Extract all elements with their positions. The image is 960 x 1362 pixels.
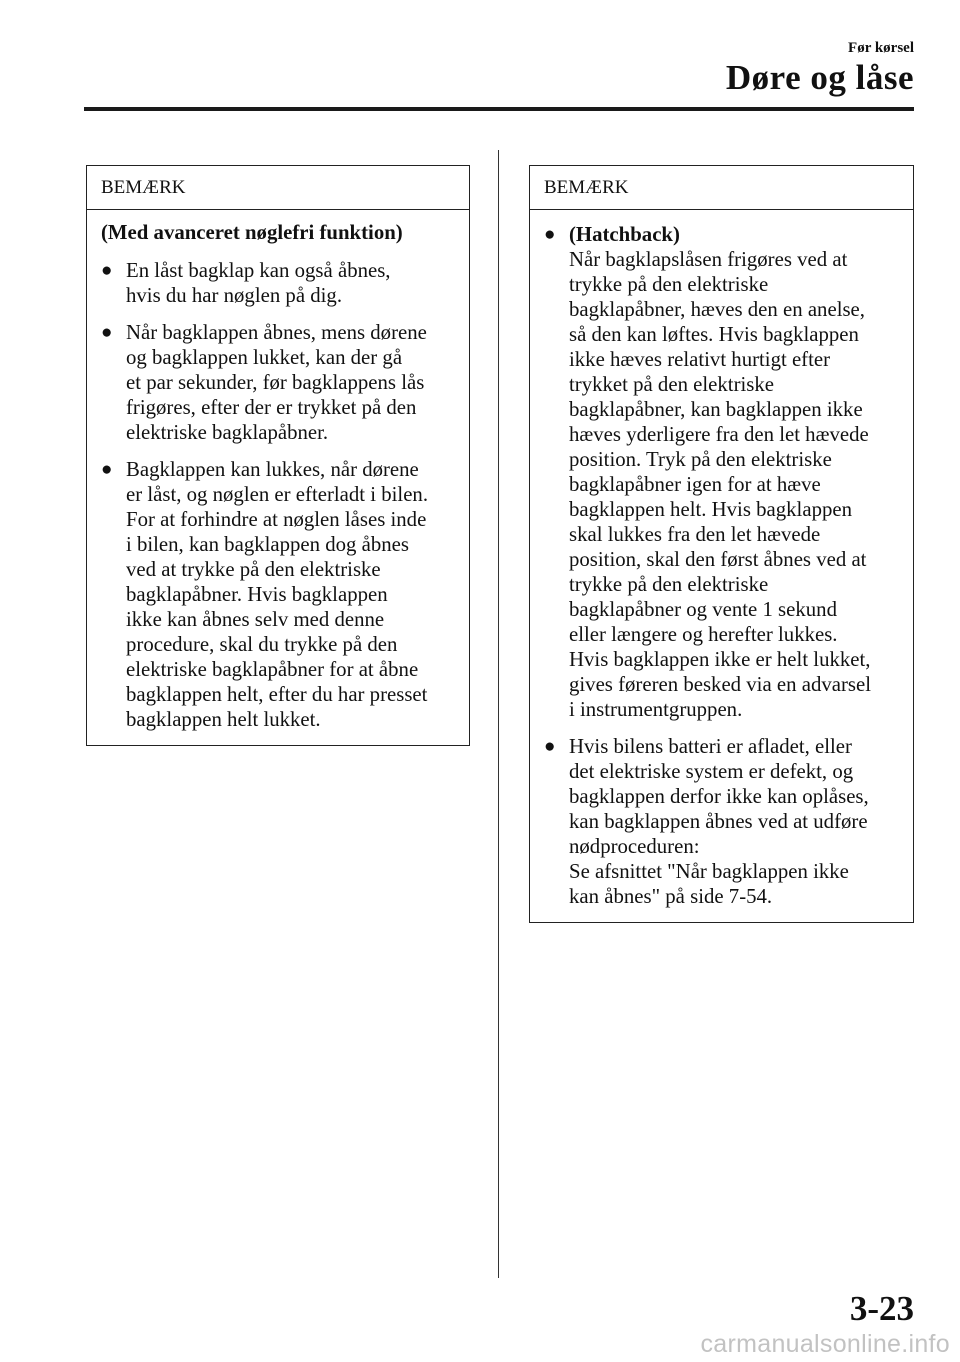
column-divider — [498, 150, 499, 1278]
bullet-icon: ● — [101, 260, 113, 281]
list-item — [101, 320, 455, 445]
bullet-list — [544, 222, 899, 909]
list-item-text: Når bagklapslåsen frigøres ved at trykke på den elektriske bagklapåbner, hæves den en anelse, så den kan løftes. Hvis bagklappen ikke hæves relativt hurtigt efter trykket på den elektriske bagklapåbner, kan bagklappen ikke hæves yderligere fra den let hævede position. Tryk på den elektriske bagklapåbner igen for at hæve bagklappen helt. Hvis bagklappen skal lukkes fra den let hævede position, skal den først åbnes ved at trykke på den elektriske bagklapåbner og vente 1 sekund eller længere og herefter lukkes. Hvis bagklappen ikke er helt lukket, gives føreren besked via en advarsel i instrumentgruppen. — [569, 248, 872, 721]
list-item-text: Bagklappen kan lukkes, når dørene er låst, og nøglen er efterladt i bilen. For at forhindre at nøglen låses inde i bilen, kan bagklappen dog åbnes ved at trykke på den elektriske bagklapåbner. Hvis bagklappen ikke kan åbnes selv med denne procedure, skal du trykke på den elektriske bagklapåbner for at åbne bagklappen helt, efter du har presset bagklappen helt lukket. — [126, 458, 429, 731]
note-subheading: (Med avanceret nøglefri funktion) — [101, 221, 403, 244]
list-item-text: Hvis bilens batteri er afladet, eller det elektriske system er defekt, og bagklappen derfor ikke kan oplåses, kan bagklappen åbnes ved at udføre nødproceduren: Se afsnittet "Når bagklappen ikke kan åbnes" på side 7-54. — [569, 735, 869, 908]
list-item — [544, 222, 899, 722]
bullet-list — [101, 258, 455, 732]
list-item-text: En låst bagklap kan også åbnes, hvis du har nøglen på dig. — [126, 259, 391, 307]
list-item — [101, 258, 455, 308]
note-box-left — [86, 165, 470, 746]
bullet-icon: ● — [544, 736, 556, 757]
note-body — [530, 210, 913, 921]
list-item-text: Når bagklappen åbnes, mens dørene og bagklappen lukket, kan der gå et par sekunder, før bagklappens lås frigøres, efter der er trykket på den elektriske bagklapåbner. — [126, 321, 427, 444]
header-rule — [84, 107, 914, 111]
note-box-right — [529, 165, 914, 923]
watermark-link[interactable]: carmanualsonline.info — [700, 1330, 950, 1358]
bullet-icon: ● — [544, 224, 556, 245]
page-number: 3-23 — [849, 1289, 914, 1328]
list-item — [544, 734, 899, 909]
page-title: Døre og låse — [725, 58, 914, 97]
list-item-title: (Hatchback) — [569, 223, 680, 246]
note-heading: BEMÆRK — [530, 166, 913, 210]
list-item — [101, 457, 455, 732]
note-body — [87, 210, 469, 744]
bullet-icon: ● — [101, 459, 113, 480]
note-heading: BEMÆRK — [87, 166, 469, 210]
section-label: Før kørsel — [848, 40, 914, 56]
bullet-icon: ● — [101, 322, 113, 343]
